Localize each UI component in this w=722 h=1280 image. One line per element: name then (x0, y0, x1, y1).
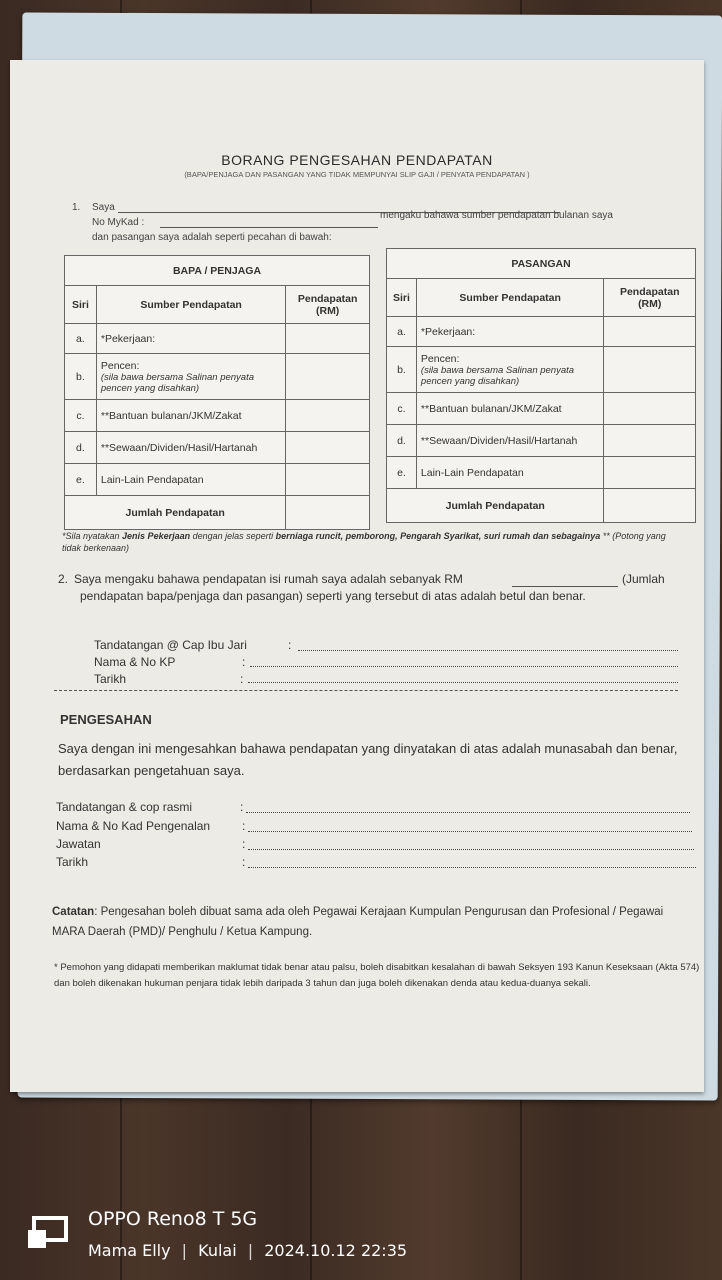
tandatangan-label: Tandatangan @ Cap Ibu Jari (94, 638, 247, 652)
col-sumber: Sumber Pendapatan (416, 279, 604, 317)
row-label: **Sewaan/Dividen/Hasil/Hartanah (96, 432, 285, 464)
row-siri: c. (387, 393, 417, 425)
tarikh-label: Tarikh (94, 672, 127, 686)
amount-cell[interactable] (604, 393, 696, 425)
item1-mengaku: mengaku bahawa sumber pendapatan bulanan saya (380, 210, 613, 221)
watermark-device: OPPO Reno8 T 5G (88, 1208, 258, 1230)
row-note: (sila bawa bersama Salinan penyata pencen yang disahkan) (100, 371, 255, 394)
table-row (65, 324, 370, 354)
table-row (387, 457, 696, 489)
pengesahan-heading: PENGESAHAN (60, 712, 152, 727)
watermark-name: Mama Elly (88, 1241, 171, 1260)
total-label: Jumlah Pendapatan (65, 496, 286, 530)
footnote-prefix: *Sila nyatakan (62, 531, 123, 541)
col-siri: Siri (387, 279, 417, 317)
pengesahan-text: Saya dengan ini mengesahkan bahawa pendapatan yang dinyatakan di atas adalah munasabah dan benar, berdasarkan pengetahuan saya. (58, 741, 678, 778)
row-label: **Sewaan/Dividen/Hasil/Hartanah (416, 425, 604, 457)
watermark-line (88, 1241, 407, 1260)
col-sumber: Sumber Pendapatan (96, 286, 285, 324)
colon: : (242, 655, 246, 669)
colon: : (240, 672, 244, 686)
table-row (65, 354, 370, 400)
total-cell[interactable] (604, 489, 696, 523)
form-paper (10, 60, 704, 1092)
tarikh-line[interactable] (248, 682, 678, 683)
cop-rasmi-line[interactable] (246, 812, 690, 813)
amount-cell[interactable] (286, 432, 370, 464)
amount-cell[interactable] (604, 317, 696, 347)
item1-saya-label: Saya (92, 202, 115, 213)
legal-warning: * Pemohon yang didapati memberikan maklumat tidak benar atau palsu, boleh disabitkan kesalahan di bawah Seksyen 193 Kanun Keseksaan (Akta 574) dan boleh dikenakan hukuman penjara tidak lebih daripada 3 tahun dan juga boleh dikenakan denda atau kedua-duanya sekali. (54, 962, 700, 989)
row-label (96, 354, 285, 400)
colon: : (242, 819, 246, 833)
catatan-label: Catatan (52, 906, 95, 918)
item1-number: 1. (72, 202, 81, 213)
section-divider (54, 690, 678, 691)
row-label: **Bantuan bulanan/JKM/Zakat (96, 400, 285, 432)
row-siri: a. (387, 317, 417, 347)
watermark-separator: | (181, 1241, 188, 1260)
row-siri: c. (65, 400, 97, 432)
table-heading: PASANGAN (387, 249, 696, 279)
row-siri: b. (65, 354, 97, 400)
row-siri: d. (387, 425, 417, 457)
watermark-separator: | (247, 1241, 254, 1260)
row-label-text: Pencen: (100, 359, 140, 372)
item2-jumlah: (Jumlah (622, 572, 665, 586)
footnote-potong: ** (Potong yang tidak berkenaan) (62, 531, 666, 553)
table-row (65, 432, 370, 464)
colon: : (288, 638, 292, 652)
mykad-label: No MyKad : (92, 217, 145, 228)
footnote-bold: Jenis Pekerjaan (122, 531, 191, 541)
row-siri: e. (65, 464, 97, 496)
row-label: **Bantuan bulanan/JKM/Zakat (416, 393, 604, 425)
table-row (387, 393, 696, 425)
income-table-bapa (64, 255, 370, 530)
colon: : (240, 800, 244, 814)
signature-line[interactable] (298, 650, 678, 651)
tarikh-pengesahan-label: Tarikh (56, 855, 89, 869)
total-label: Jumlah Pendapatan (387, 489, 604, 523)
table-row (387, 347, 696, 393)
item2-line1: Saya mengaku bahawa pendapatan isi rumah saya adalah sebanyak RM (74, 572, 463, 586)
form-subtitle: (BAPA/PENJAGA DAN PASANGAN YANG TIDAK MEMPUNYAI SLIP GAJI / PENYATA PENDAPATAN ) (184, 170, 530, 179)
amount-cell[interactable] (604, 457, 696, 489)
catatan-text: : Pengesahan boleh dibuat sama ada oleh Pegawai Kerajaan Kumpulan Pengurusan dan Profesional / Pegawai MARA Daerah (PMD)/ Penghulu / Ketua Kampung. (52, 906, 664, 938)
amount-cell[interactable] (604, 425, 696, 457)
table-row (387, 317, 696, 347)
jawatan-label: Jawatan (56, 837, 101, 851)
income-total-line[interactable] (512, 586, 618, 587)
colon: : (242, 837, 246, 851)
row-note: (sila bawa bersama Salinan penyata pencen yang disahkan) (420, 364, 575, 387)
col-pendapatan: Pendapatan (RM) (604, 279, 696, 317)
table-row (65, 400, 370, 432)
col-siri: Siri (65, 286, 97, 324)
row-label: *Pekerjaan: (416, 317, 604, 347)
row-siri: d. (65, 432, 97, 464)
colon: : (242, 855, 246, 869)
nama-kp-line[interactable] (250, 666, 678, 667)
item2-line2: pendapatan bapa/penjaga dan pasangan) seperti yang tersebut di atas adalah betul dan benar. (80, 589, 586, 603)
footnote-examples: berniaga runcit, pemborong, Pengarah Syarikat, suri rumah dan sebagainya (275, 531, 601, 541)
row-label-text: Pencen: (420, 352, 460, 365)
footnote-mid: dengan jelas seperti (190, 531, 276, 541)
row-siri: e. (387, 457, 417, 489)
table-heading: BAPA / PENJAGA (65, 256, 370, 286)
amount-cell[interactable] (286, 324, 370, 354)
amount-cell[interactable] (286, 464, 370, 496)
row-siri: a. (65, 324, 97, 354)
amount-cell[interactable] (286, 354, 370, 400)
nama-kp-label: Nama & No KP (94, 655, 176, 669)
watermark-datetime: 2024.10.12 22:35 (264, 1241, 408, 1260)
mykad-line[interactable] (160, 227, 378, 228)
col-pendapatan: Pendapatan (RM) (286, 286, 370, 324)
item1-dan: dan pasangan saya adalah seperti pecahan di bawah: (92, 232, 332, 243)
item2-number: 2. (58, 572, 69, 586)
catatan-note (52, 902, 692, 942)
income-table-pasangan (386, 248, 696, 523)
nama-kad-label: Nama & No Kad Pengenalan (56, 819, 211, 833)
nama-kad-line[interactable] (248, 831, 692, 832)
row-siri: b. (387, 347, 417, 393)
watermark-location: Kulai (198, 1241, 237, 1260)
row-label: Lain-Lain Pendapatan (96, 464, 285, 496)
tarikh-pengesahan-line[interactable] (248, 867, 696, 868)
job-footnote (62, 530, 682, 554)
row-label: *Pekerjaan: (96, 324, 285, 354)
total-cell[interactable] (286, 496, 370, 530)
cop-rasmi-label: Tandatangan & cop rasmi (56, 800, 193, 814)
table-row (387, 425, 696, 457)
amount-cell[interactable] (604, 347, 696, 393)
camera-frame-icon (26, 1216, 68, 1250)
row-label (416, 347, 604, 393)
row-label: Lain-Lain Pendapatan (416, 457, 604, 489)
jawatan-line[interactable] (248, 849, 694, 850)
form-title: BORANG PENGESAHAN PENDAPATAN (221, 152, 493, 168)
table-row (65, 464, 370, 496)
amount-cell[interactable] (286, 400, 370, 432)
